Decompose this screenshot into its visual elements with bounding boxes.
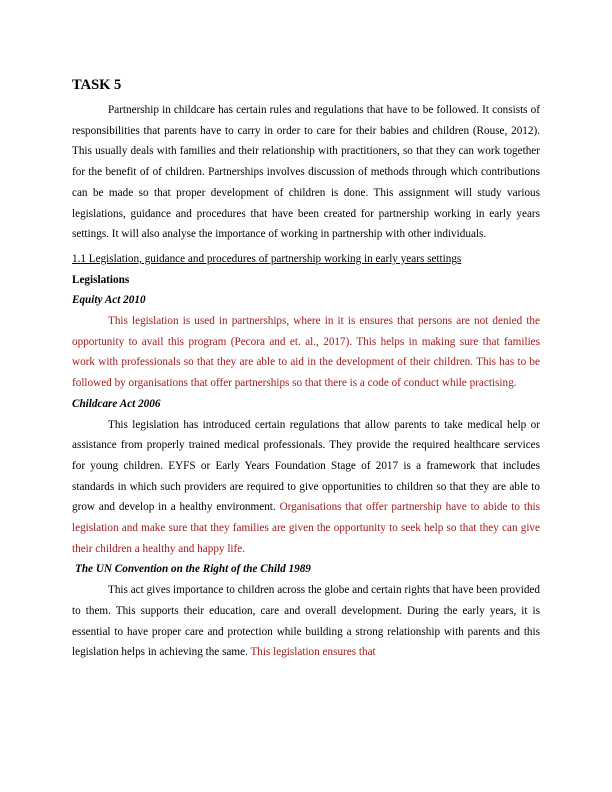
- un-convention-text-highlight: This legislation ensures that: [250, 646, 376, 659]
- un-convention-text: This act gives importance to children across the globe and certain rights that have been provided to them. This supports their education, care and overall development. During the early years, it is essential to have proper care and protection while building a strong relationship with parents and this legislation helps in achieving the same.: [72, 584, 540, 659]
- legislations-heading: Legislations: [72, 273, 130, 286]
- un-convention-paragraph: [72, 580, 540, 663]
- task-heading: TASK 5: [72, 77, 122, 93]
- equity-act-paragraph: This legislation is used in partnerships, where in it is ensures that persons are not denied the opportunity to avail this program (Pecora and et. al., 2017). This helps in making sure that families work with professionals so that they are able to aid in the development of their children. This has to be followed by organisations that offer partnerships so that there is a code of conduct while practising.: [72, 315, 540, 390]
- childcare-act-paragraph: [72, 415, 540, 560]
- childcare-act-text-highlight: Organisations that offer partnership have to abide to this legislation and make sure that they families are given the opportunity to seek help so that they can give their children a healthy and happy life.: [72, 501, 541, 555]
- childcare-act-heading: Childcare Act 2006: [72, 397, 161, 410]
- section-title: 1.1 Legislation, guidance and procedures of partnership working in early years settings: [72, 252, 462, 265]
- childcare-act-text: This legislation has introduced certain regulations that allow parents to take medical help or assistance from properly trained medical professionals. They provide the required healthcare services for young children. EYFS or Early Years Foundation Stage of 2017 is a framework that includes standards in which such providers are required to give opportunities to children so that they are able to grow and develop in a healthy environment.: [72, 418, 540, 514]
- un-convention-heading: The UN Convention on the Right of the Child 1989: [75, 563, 311, 576]
- equity-act-heading: Equity Act 2010: [72, 294, 146, 307]
- document-page: [72, 76, 540, 663]
- intro-paragraph: Partnership in childcare has certain rules and regulations that have to be followed. It consists of responsibilities that parents have to carry in order to care for their babies and children (Rouse, 2012). This usually deals with families and their relationship with practitioners, so that they can work together for the benefit of of children. Partnerships involves discussion of methods through which contributions can be made so that proper development of children is done. This assignment will study various legislations, guidance and procedures that have been created for partnership working in early years settings. It will also analyse the importance of working in partnership with other individuals.: [72, 104, 540, 241]
